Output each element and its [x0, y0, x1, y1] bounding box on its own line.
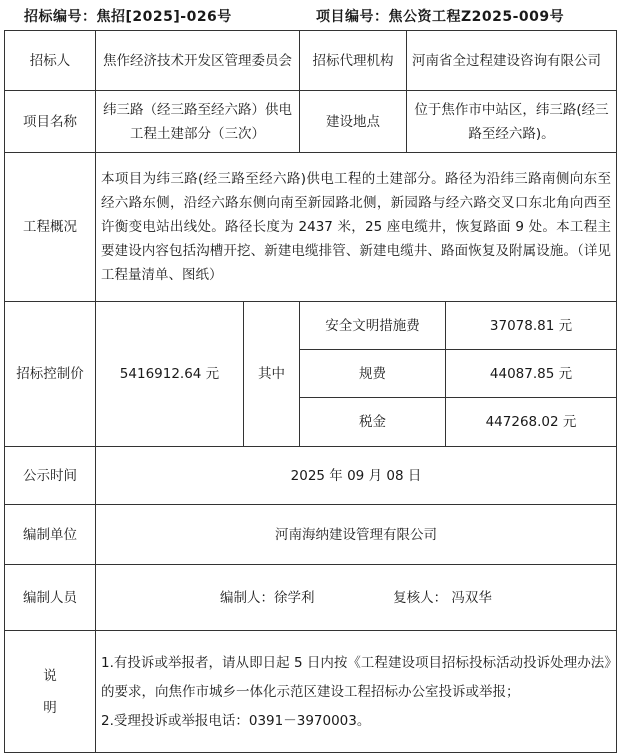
row-publicity	[5, 447, 617, 505]
row-notes	[5, 631, 617, 753]
reviewer-name: 复核人： 冯双华	[393, 589, 492, 606]
project-number: 项目编号：焦公资工程Z2025-009号	[316, 9, 565, 25]
notes-value	[96, 631, 617, 753]
notes-label-2: 明	[43, 699, 57, 716]
tenderer-label: 招标人	[5, 31, 96, 91]
location-value: 位于焦作市中站区，纬三路(经三路至经六路)。	[407, 91, 617, 153]
row-staff	[5, 565, 617, 631]
safety-label: 安全文明措施费	[300, 302, 446, 350]
among-label: 其中	[244, 302, 300, 447]
notes-item-1: 1.有投诉或举报者，请从即日起 5 日内按《工程建设项目招标投标活动投诉处理办法》的要求，向焦作市城乡一体化示范区建设工程招标办公室投诉或举报；	[101, 655, 611, 700]
publicity-value: 2025 年 09 月 08 日	[96, 447, 617, 505]
compiler-name: 编制人：徐学利	[220, 589, 315, 606]
fees-label: 规费	[300, 350, 446, 398]
unit-value: 河南海纳建设管理有限公司	[96, 505, 617, 565]
row-overview	[5, 153, 617, 302]
publicity-label: 公示时间	[5, 447, 96, 505]
tenderer-value: 焦作经济技术开发区管理委员会	[96, 31, 300, 91]
tax-value: 447268.02 元	[446, 398, 617, 447]
project-name-value: 纬三路（经三路至经六路）供电工程土建部分（三次）	[96, 91, 300, 153]
agency-value: 河南省全过程建设咨询有限公司	[407, 31, 617, 91]
notes-label-1: 说	[43, 667, 57, 684]
notes-label	[5, 631, 96, 753]
staff-label: 编制人员	[5, 565, 96, 631]
tax-label: 税金	[300, 398, 446, 447]
bid-info-table	[4, 30, 617, 753]
agency-label: 招标代理机构	[300, 31, 407, 91]
row-project	[5, 91, 617, 153]
unit-label: 编制单位	[5, 505, 96, 565]
bid-number: 招标编号：焦招[2025]-026号	[24, 9, 232, 25]
fees-value: 44087.85 元	[446, 350, 617, 398]
staff-value	[96, 565, 617, 631]
row-tenderer	[5, 31, 617, 91]
project-name-label: 项目名称	[5, 91, 96, 153]
document-header	[0, 0, 622, 30]
price-label: 招标控制价	[5, 302, 96, 447]
row-unit	[5, 505, 617, 565]
row-safety	[5, 302, 617, 350]
overview-value: 本项目为纬三路(经三路至经六路)供电工程的土建部分。路径为沿纬三路南侧向东至经六路东侧，沿经六路东侧向南至新园路北侧，新园路与经六路交叉口东北角向西至许衡变电站出线处。路径长度为 2437 米，25 座电缆井，恢复路面 9 处。本工程主要建设内容包括沟槽开挖、新建电缆排管、新建电缆井、路面恢复及附属设施。（详见工程量清单、图纸）	[96, 153, 617, 302]
overview-label: 工程概况	[5, 153, 96, 302]
safety-value: 37078.81 元	[446, 302, 617, 350]
price-value: 5416912.64 元	[96, 302, 244, 447]
notes-item-2: 2.受理投诉或举报电话：0391－3970003。	[101, 713, 371, 729]
location-label: 建设地点	[300, 91, 407, 153]
